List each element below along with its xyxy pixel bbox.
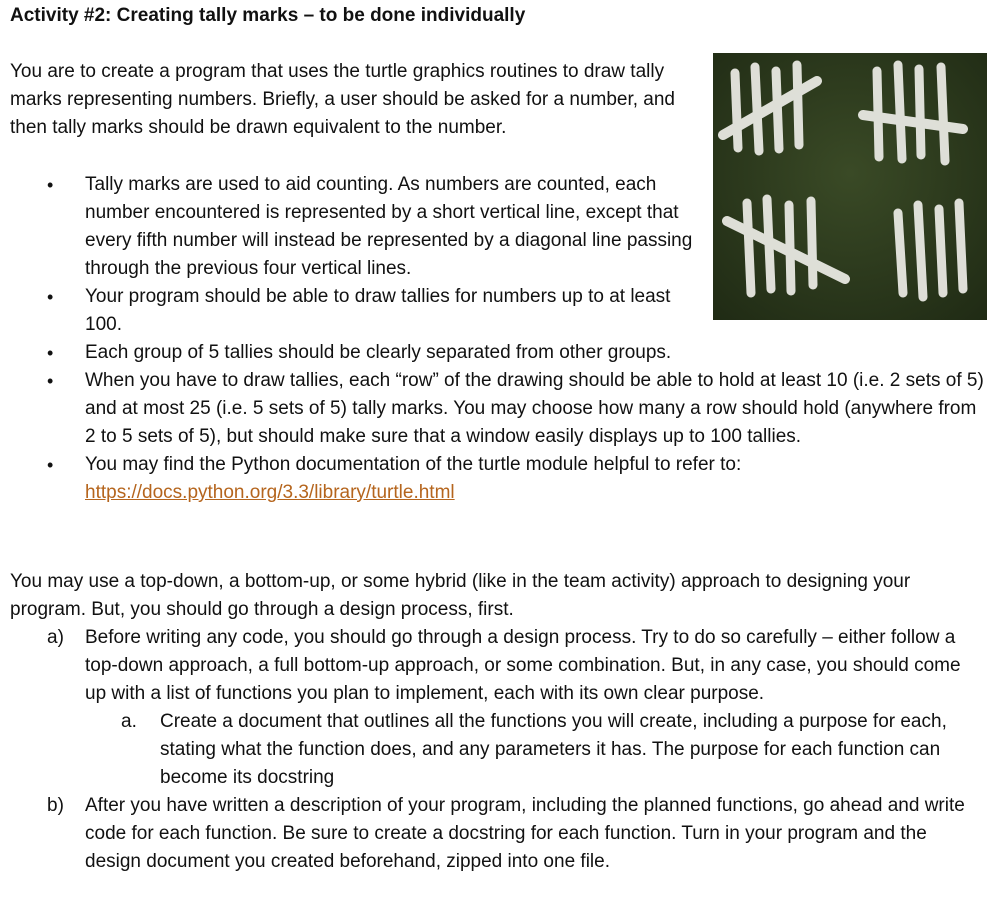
sub-step-marker: a.	[121, 711, 137, 732]
list-item-text: When you have to draw tallies, each “row” of the drawing should be able to hold at least 10 (i.e. 2 sets of 5) and at most 25 (i.e. 5 sets of 5) tally marks. You may choose how many a row should hold (anywhere from 2 to 5 sets of 5), but should make sure that a window easily displays up to 100 tallies.	[85, 370, 984, 447]
list-item	[85, 708, 990, 792]
list-item	[0, 624, 985, 792]
bullet-icon: •	[47, 287, 54, 307]
design-paragraph: You may use a top-down, a bottom-up, or some hybrid (like in the team activity) approach to designing your program. But, you should go through a design process, first.	[10, 571, 911, 620]
steps-list	[0, 624, 1003, 876]
sub-step-text: Create a document that outlines all the functions you will create, including a purpose for each, stating what the function does, and any parameters it has. The purpose for each function can become its docstring	[160, 711, 947, 788]
page-title: Activity #2: Creating tally marks – to be done individually	[10, 5, 526, 26]
list-item-text: You may find the Python documentation of the turtle module helpful to refer to:	[85, 454, 742, 475]
step-marker: b)	[47, 795, 64, 816]
step-text: Before writing any code, you should go through a design process. Try to do so carefully – either follow a top-down approach, a full bottom-up approach, or some combination. But, in any case, you should come up with a list of functions you plan to implement, each with its own clear purpose.	[85, 627, 961, 704]
bullet-icon: •	[47, 175, 54, 195]
list-item	[0, 171, 695, 283]
bullet-icon: •	[47, 343, 54, 363]
sub-steps-list	[85, 708, 985, 792]
list-item	[0, 451, 985, 507]
list-item-text: Tally marks are used to aid counting. As numbers are counted, each number encountered is represented by a short vertical line, except that every fifth number will instead be represented by a diagonal line passing through the previous four vertical lines.	[85, 174, 693, 279]
list-item	[0, 792, 985, 876]
list-item	[0, 283, 695, 339]
list-item-text: Each group of 5 tallies should be clearly separated from other groups.	[85, 342, 672, 363]
list-item-text: Your program should be able to draw tallies for numbers up to at least 100.	[85, 286, 671, 335]
step-marker: a)	[47, 627, 64, 648]
turtle-docs-link[interactable]: https://docs.python.org/3.3/library/turtle.html	[85, 482, 455, 503]
list-item	[0, 367, 985, 451]
requirements-list	[0, 171, 1003, 507]
intro-paragraph: You are to create a program that uses the turtle graphics routines to draw tally marks representing numbers. Briefly, a user should be asked for a number, and then tally marks should be drawn equivalent to the number.	[10, 61, 675, 138]
bullet-icon: •	[47, 455, 54, 475]
step-text: After you have written a description of your program, including the planned functions, go ahead and write code for each function. Be sure to create a docstring for each function. Turn in your program and the design document you created beforehand, zipped into one file.	[85, 795, 965, 872]
bullet-icon: •	[47, 371, 54, 391]
list-item	[0, 339, 985, 367]
